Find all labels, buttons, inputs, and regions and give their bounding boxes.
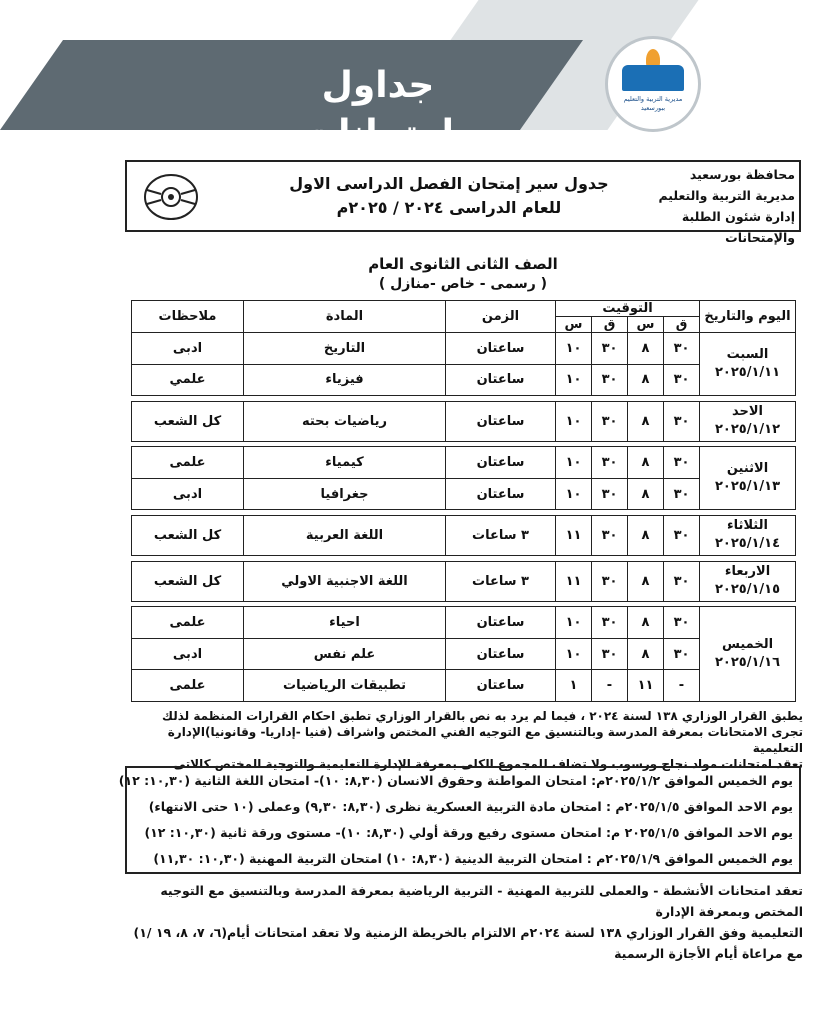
header-hour-end: س <box>556 317 592 333</box>
start-hour: ٨ <box>628 333 664 365</box>
end-minute: ٣٠ <box>592 447 628 479</box>
note-cell: علمى <box>132 607 244 639</box>
table-row <box>132 515 796 555</box>
end-hour: ١ <box>556 670 592 702</box>
start-hour: ١١ <box>628 670 664 702</box>
end-hour: ١٠ <box>556 401 592 441</box>
day-date-cell <box>700 401 796 441</box>
start-hour: ٨ <box>628 515 664 555</box>
end-hour: ١٠ <box>556 364 592 396</box>
extra-exams-box <box>118 766 801 874</box>
note-cell: ادبى <box>132 333 244 365</box>
table-row <box>132 447 796 479</box>
start-minute: ٣٠ <box>664 478 700 510</box>
footer-line: تعقد امتحانات الأنشطة - والعملى للتربية المهنية - التربية الرياضية بمعرفة المدرسة وبالتنسيق مع التوجيه المختص وبمعرفة الإدارة <box>160 883 803 919</box>
note-cell: كل الشعب <box>132 515 244 555</box>
start-minute: ٣٠ <box>664 638 700 670</box>
exam-date: ٢٠٢٥/١/١٦ <box>714 655 781 671</box>
start-minute: ٣٠ <box>664 401 700 441</box>
start-minute: ٣٠ <box>664 561 700 601</box>
day-name: الاثنين <box>726 461 769 477</box>
document-header <box>125 160 801 245</box>
end-minute: ٣٠ <box>592 607 628 639</box>
title-line-1: جدول سير إمتحان الفصل الدراسى الاول <box>289 174 609 193</box>
start-minute: ٣٠ <box>664 333 700 365</box>
header-minute-start: ق <box>664 317 700 333</box>
duration-cell: ساعتان <box>446 333 556 365</box>
table-row <box>132 638 796 670</box>
duration-cell: ٣ ساعات <box>446 561 556 601</box>
table-row <box>132 401 796 441</box>
start-hour: ٨ <box>628 447 664 479</box>
start-hour: ٨ <box>628 364 664 396</box>
exam-date: ٢٠٢٥/١/١١ <box>714 365 781 381</box>
header-duration: الزمن <box>446 301 556 333</box>
table-row <box>132 670 796 702</box>
duration-cell: ساعتان <box>446 638 556 670</box>
note-line: يطبق القرار الوزاري ١٣٨ لسنة ٢٠٢٤ ، فيما لم يرد به نص بالقرار الوزاري تطبق احكام القرارات المنظمة لذلك <box>162 709 803 723</box>
start-hour: ٨ <box>628 561 664 601</box>
end-hour: ١٠ <box>556 638 592 670</box>
subject-cell: تطبيقات الرياضيات <box>244 670 446 702</box>
day-date-cell <box>700 607 796 702</box>
start-minute: - <box>664 670 700 702</box>
eagle-emblem-icon <box>143 172 199 222</box>
directorate-name: مديرية التربية والتعليم <box>658 188 795 203</box>
logo-text: مديرية التربية والتعليم ببورسعيد <box>623 95 683 112</box>
note-cell: كل الشعب <box>132 561 244 601</box>
subject-cell: التاريخ <box>244 333 446 365</box>
subject-cell: احياء <box>244 607 446 639</box>
end-minute: ٣٠ <box>592 333 628 365</box>
start-hour: ٨ <box>628 607 664 639</box>
end-hour: ١٠ <box>556 478 592 510</box>
note-cell: ادبى <box>132 478 244 510</box>
table-row <box>132 561 796 601</box>
table-row <box>132 478 796 510</box>
end-hour: ١٠ <box>556 607 592 639</box>
subject-cell: فيزياء <box>244 364 446 396</box>
header-day-date: اليوم والتاريخ <box>700 301 796 333</box>
end-hour: ١١ <box>556 561 592 601</box>
subject-cell: علم نفس <box>244 638 446 670</box>
duration-cell: ساعتان <box>446 478 556 510</box>
extra-exam-row: يوم الاحد الموافق ٢٠٢٥/١/٥م : امتحان مادة التربية العسكرية نظرى (٨,٣٠: ٩,٣٠) وعملى (١٠ حتى الانتهاء) <box>148 799 793 814</box>
grade-title: الصف الثانى الثانوى العام <box>368 255 558 273</box>
end-hour: ١٠ <box>556 447 592 479</box>
note-cell: علمى <box>132 447 244 479</box>
subject-cell: اللغة العربية <box>244 515 446 555</box>
subject-cell: اللغة الاجنبية الاولي <box>244 561 446 601</box>
banner-title: جداول امتحانات <box>302 65 454 154</box>
header-minute-end: ق <box>592 317 628 333</box>
note-line: تعقد امتحانات مواد نجاح ورسوب ولا تضاف للمجموع الكلى بمعرفة الإدارة التعليمية والتوجية المختص كالاتى <box>173 757 803 771</box>
exam-date: ٢٠٢٥/١/١٢ <box>714 422 781 438</box>
duration-cell: ساعتان <box>446 670 556 702</box>
start-minute: ٣٠ <box>664 607 700 639</box>
note-cell: كل الشعب <box>132 401 244 441</box>
day-date-cell <box>700 561 796 601</box>
exam-date: ٢٠٢٥/١/١٤ <box>714 536 781 552</box>
start-minute: ٣٠ <box>664 364 700 396</box>
end-minute: ٣٠ <box>592 561 628 601</box>
start-minute: ٣٠ <box>664 515 700 555</box>
regulation-notes <box>123 708 803 772</box>
note-line: تجرى الامتحانات بمعرفة المدرسة وبالتنسيق مع التوجيه الفني المختص واشراف (فنيا -إداريا- وقانونيا)الإدارة التعليمية <box>167 725 803 755</box>
table-row <box>132 333 796 365</box>
day-date-cell <box>700 515 796 555</box>
note-cell: علمي <box>132 364 244 396</box>
end-minute: - <box>592 670 628 702</box>
duration-cell: ساعتان <box>446 364 556 396</box>
footer-line: التعليمية وفق القرار الوزاري ١٣٨ لسنة ٢٠٢٤م الالتزام بالخريطة الزمنية ولا تعقد امتحانات أيام(٦، ٧، ٨، ١٩ /١) <box>133 925 803 940</box>
day-name: الخميس <box>721 637 774 653</box>
department-name: إدارة شئون الطلبة والإمتحانات <box>681 209 795 245</box>
footer-notes <box>123 880 803 961</box>
end-minute: ٣٠ <box>592 478 628 510</box>
extra-exam-row: يوم الخميس الموافق ٢٠٢٥/١/٩م : امتحان التربية الدينية (٨,٣٠: ١٠) امتحان التربية المهنية (١٠,٣٠: ١١,٣٠) <box>153 851 793 866</box>
top-banner <box>103 0 823 154</box>
footer-line-cut: مع مراعاة أيام الأجازة الرسمية <box>614 946 803 961</box>
day-date-cell <box>700 333 796 396</box>
end-minute: ٣٠ <box>592 364 628 396</box>
header-timing: التوقيت <box>556 301 700 317</box>
duration-cell: ساعتان <box>446 447 556 479</box>
end-hour: ١٠ <box>556 333 592 365</box>
duration-cell: ٣ ساعات <box>446 515 556 555</box>
end-minute: ٣٠ <box>592 638 628 670</box>
end-hour: ١١ <box>556 515 592 555</box>
schedule-body <box>132 333 796 702</box>
start-hour: ٨ <box>628 478 664 510</box>
subject-cell: رياضيات بحته <box>244 401 446 441</box>
schedule-title <box>289 172 609 220</box>
governorate-name: محافظة بورسعيد <box>689 167 795 182</box>
day-name: السبت <box>726 347 769 363</box>
duration-cell: ساعتان <box>446 401 556 441</box>
student-types: ( رسمى - خاص -منازل ) <box>378 276 548 292</box>
start-hour: ٨ <box>628 638 664 670</box>
day-date-cell <box>700 447 796 510</box>
day-name: الاحد <box>731 404 763 420</box>
title-line-2: للعام الدراسى ٢٠٢٤ / ٢٠٢٥م <box>336 198 562 217</box>
duration-cell: ساعتان <box>446 607 556 639</box>
note-cell: ادبى <box>132 638 244 670</box>
extra-exam-row: يوم الخميس الموافق ٢٠٢٥/١/٢م: امتحان المواطنة وحقوق الانسان (٨,٣٠: ١٠)- امتحان اللغة الثانية (١٠,٣٠: ١٢) <box>118 773 793 788</box>
end-minute: ٣٠ <box>592 515 628 555</box>
exam-date: ٢٠٢٥/١/١٥ <box>714 582 781 598</box>
day-name: الثلاثاء <box>727 518 768 534</box>
subject-cell: جغرافيا <box>244 478 446 510</box>
exam-date: ٢٠٢٥/١/١٣ <box>714 479 781 495</box>
header-hour-start: س <box>628 317 664 333</box>
header-subject: المادة <box>244 301 446 333</box>
subject-cell: كيمياء <box>244 447 446 479</box>
start-minute: ٣٠ <box>664 447 700 479</box>
exam-schedule-table <box>131 300 796 702</box>
extra-exam-row: يوم الاحد الموافق ٢٠٢٥/١/٥ م: امتحان مستوى رفيع ورقة أولي (٨,٣٠: ١٠)- مستوى ورقة ثانية (١٠,٣٠: ١٢) <box>144 825 793 840</box>
open-book-icon <box>622 65 684 91</box>
start-hour: ٨ <box>628 401 664 441</box>
day-name: الاربعاء <box>724 564 771 580</box>
table-row <box>132 364 796 396</box>
issuer-block <box>635 164 795 248</box>
end-minute: ٣٠ <box>592 401 628 441</box>
note-cell: علمى <box>132 670 244 702</box>
table-row <box>132 607 796 639</box>
directorate-logo <box>605 36 701 132</box>
header-notes: ملاحظات <box>132 301 244 333</box>
